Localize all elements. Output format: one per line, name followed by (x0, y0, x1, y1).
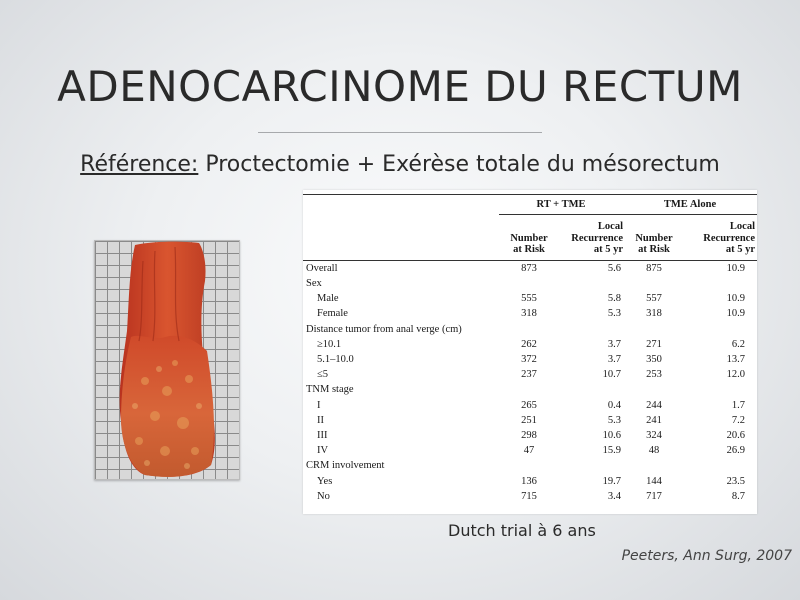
tme-local-recurrence-cell: 7.2 (731, 414, 745, 426)
tme-local-recurrence-cell: 23.5 (726, 475, 745, 487)
rt-local-recurrence-cell: 5.6 (607, 262, 621, 274)
tme-local-recurrence-cell: 20.6 (726, 429, 745, 441)
row-label: Sex (306, 277, 322, 289)
table-row (303, 322, 757, 337)
rt-local-recurrence-cell: 3.7 (607, 353, 621, 365)
table-row (303, 276, 757, 291)
rt-number-at-risk-cell (499, 322, 559, 337)
surgical-specimen-photo (94, 240, 240, 480)
rt-local-recurrence-cell: 10.7 (602, 369, 621, 381)
row-label: IV (317, 445, 329, 457)
col-header-local-recurrence: Local Recurrence at 5 yr (703, 221, 755, 256)
rt-local-recurrence-cell: 3.7 (607, 338, 621, 350)
tme-local-recurrence-cell: 1.7 (731, 399, 745, 411)
col-header-number-at-risk: Number at Risk (510, 232, 548, 256)
tme-number-at-risk-cell (623, 382, 685, 397)
row-label: 5.1–10.0 (317, 353, 354, 365)
tme-local-recurrence-cell: 10.9 (726, 293, 745, 305)
row-label: Yes (317, 475, 333, 487)
tme-local-recurrence-cell (685, 458, 757, 473)
rt-number-at-risk-cell: 265 (521, 399, 537, 411)
row-label: I (317, 399, 321, 411)
table-row (303, 458, 757, 473)
reference-text: Proctectomie + Exérèse totale du mésorectum (198, 152, 720, 177)
title-divider (258, 132, 542, 133)
row-label: Female (317, 308, 348, 320)
rt-number-at-risk-cell: 262 (521, 338, 537, 350)
rt-number-at-risk-cell: 47 (523, 445, 535, 457)
rt-number-at-risk-cell: 555 (521, 293, 537, 305)
tme-number-at-risk-cell: 253 (646, 369, 662, 381)
specimen-illustration (95, 241, 239, 479)
table-row (303, 382, 757, 397)
slide-subtitle (0, 152, 800, 177)
tme-local-recurrence-cell (685, 322, 757, 337)
tme-number-at-risk-cell: 271 (646, 338, 662, 350)
tme-number-at-risk-cell: 875 (646, 262, 662, 274)
table-row (303, 398, 757, 413)
rt-local-recurrence-cell: 0.4 (607, 399, 621, 411)
tme-number-at-risk-cell: 144 (646, 475, 662, 487)
rt-local-recurrence-cell (559, 458, 623, 473)
table-row (303, 337, 757, 352)
row-label: Male (317, 293, 339, 305)
table-row (303, 291, 757, 306)
group-header-tme-alone: TME Alone (623, 195, 757, 215)
rt-number-at-risk-cell: 873 (521, 262, 537, 274)
tme-local-recurrence-cell: 26.9 (726, 445, 745, 457)
reference-label: Référence: (80, 152, 199, 177)
rt-number-at-risk-cell: 251 (521, 414, 537, 426)
rt-local-recurrence-cell (559, 382, 623, 397)
rt-number-at-risk-cell (499, 458, 559, 473)
table-row (303, 428, 757, 443)
tme-number-at-risk-cell: 350 (646, 353, 662, 365)
tme-number-at-risk-cell: 244 (646, 399, 662, 411)
slide-title: ADENOCARCINOME DU RECTUM (57, 62, 743, 111)
table-row (303, 261, 757, 276)
table-row (303, 352, 757, 367)
tme-number-at-risk-cell: 48 (648, 445, 660, 457)
rt-number-at-risk-cell: 237 (521, 369, 537, 381)
row-label: Overall (306, 262, 338, 274)
row-label: CRM involvement (306, 460, 385, 472)
tme-number-at-risk-cell: 241 (646, 414, 662, 426)
rt-number-at-risk-cell: 318 (521, 308, 537, 320)
rt-number-at-risk-cell (499, 382, 559, 397)
rt-number-at-risk-cell: 372 (521, 353, 537, 365)
citation: Peeters, Ann Surg, 2007 (621, 548, 792, 564)
tme-local-recurrence-cell: 10.9 (726, 262, 745, 274)
tme-local-recurrence-cell: 13.7 (726, 353, 745, 365)
tme-local-recurrence-cell: 6.2 (731, 338, 745, 350)
table-body (303, 261, 757, 504)
group-header-rt-tme: RT + TME (499, 195, 623, 215)
table-row (303, 489, 757, 504)
rt-local-recurrence-cell: 10.6 (602, 429, 621, 441)
rt-local-recurrence-cell (559, 276, 623, 291)
row-label: TNM stage (306, 384, 354, 396)
tme-local-recurrence-cell (685, 382, 757, 397)
local-recurrence-table (303, 194, 757, 504)
tme-local-recurrence-cell: 10.9 (726, 308, 745, 320)
trial-caption: Dutch trial à 6 ans (448, 521, 596, 540)
table-row (303, 413, 757, 428)
rt-number-at-risk-cell: 136 (521, 475, 537, 487)
recurrence-table-panel (303, 190, 757, 514)
tme-number-at-risk-cell: 318 (646, 308, 662, 320)
tme-number-at-risk-cell: 717 (646, 490, 662, 502)
rt-local-recurrence-cell: 15.9 (602, 445, 621, 457)
rt-local-recurrence-cell: 5.3 (607, 414, 621, 426)
tme-number-at-risk-cell: 557 (646, 293, 662, 305)
rt-local-recurrence-cell: 3.4 (607, 490, 621, 502)
row-label: II (317, 414, 324, 426)
table-row (303, 443, 757, 458)
tme-number-at-risk-cell: 324 (646, 429, 662, 441)
table-row (303, 306, 757, 321)
rt-number-at-risk-cell (499, 276, 559, 291)
col-header-local-recurrence: Local Recurrence at 5 yr (571, 221, 623, 256)
tme-local-recurrence-cell (685, 276, 757, 291)
table-row (303, 367, 757, 382)
rt-number-at-risk-cell: 298 (521, 429, 537, 441)
rt-local-recurrence-cell: 5.8 (607, 293, 621, 305)
tme-local-recurrence-cell: 12.0 (726, 369, 745, 381)
col-header-number-at-risk: Number at Risk (635, 232, 673, 256)
rt-local-recurrence-cell: 5.3 (607, 308, 621, 320)
tme-local-recurrence-cell: 8.7 (731, 490, 745, 502)
row-label: No (317, 490, 330, 502)
tme-number-at-risk-cell (623, 458, 685, 473)
tme-number-at-risk-cell (623, 276, 685, 291)
rt-number-at-risk-cell: 715 (521, 490, 537, 502)
rt-local-recurrence-cell (559, 322, 623, 337)
row-label: Distance tumor from anal verge (cm) (306, 323, 462, 335)
row-label: III (317, 429, 328, 441)
row-label: ≤5 (317, 369, 329, 381)
row-label: ≥10.1 (317, 338, 342, 350)
rt-local-recurrence-cell: 19.7 (602, 475, 621, 487)
table-row (303, 474, 757, 489)
tme-number-at-risk-cell (623, 322, 685, 337)
